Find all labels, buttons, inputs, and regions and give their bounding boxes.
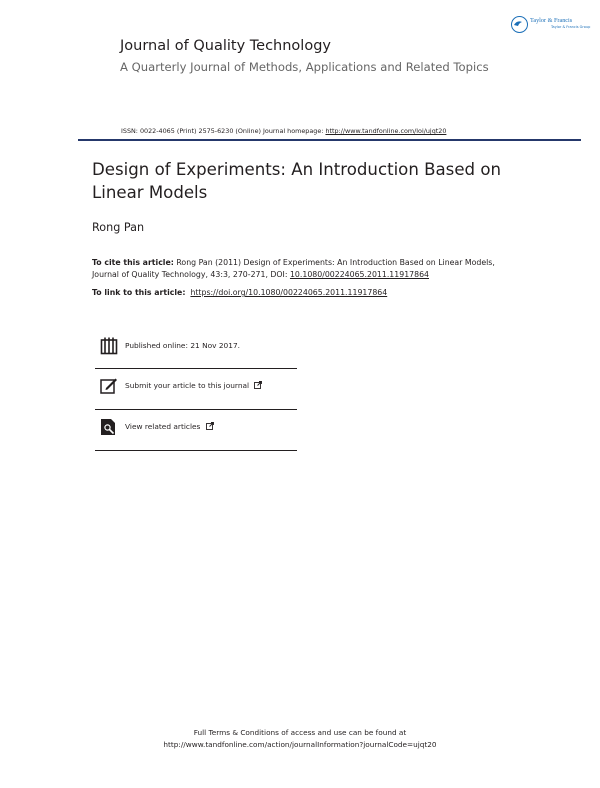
publisher-tagline: Taylor & Francis Group	[551, 25, 591, 29]
related-articles-row[interactable]	[97, 418, 297, 453]
issn-text: ISSN: 0022-4065 (Print) 2575-6230 (Online) Journal homepage:	[121, 127, 326, 135]
related-articles-label-wrap	[125, 422, 214, 431]
article-link	[92, 288, 387, 297]
external-link-icon	[206, 422, 214, 430]
publisher-logo-icon	[511, 16, 528, 33]
citation-label: To cite this article:	[92, 258, 174, 267]
external-link-icon	[254, 381, 262, 389]
calendar-icon	[100, 337, 118, 355]
citation-text: Rong Pan (2011) Design of Experiments: An Introduction Based on Linear Models, Journal of Quality Technology, 43:3, 270-271, DOI:	[92, 258, 495, 279]
link-label: To link to this article:	[92, 288, 186, 297]
doi-link[interactable]: 10.1080/00224065.2011.11917864	[289, 269, 429, 279]
issn-line	[121, 127, 446, 135]
related-articles-icon	[100, 418, 118, 436]
article-title: Design of Experiments: An Introduction Based on Linear Models	[92, 160, 502, 202]
citation	[92, 257, 512, 281]
submit-article-text: Submit your article to this journal	[125, 381, 250, 390]
action-divider	[95, 450, 297, 451]
publisher-name: Taylor & Francis	[530, 17, 573, 24]
published-online-text: Published online: 21 Nov 2017.	[125, 341, 240, 350]
publisher-logo	[511, 14, 591, 40]
journal-title: Journal of Quality Technology	[120, 38, 331, 54]
edit-icon	[100, 377, 118, 395]
related-articles-text: View related articles	[125, 422, 201, 431]
submit-article-label-wrap	[125, 381, 262, 390]
footer	[0, 727, 600, 750]
header-divider	[78, 139, 581, 141]
journal-subtitle: A Quarterly Journal of Methods, Applications and Related Topics	[120, 60, 489, 74]
footer-terms-link[interactable]: http://www.tandfonline.com/action/journalInformation?journalCode=ujqt20	[163, 739, 437, 749]
footer-terms-text: Full Terms & Conditions of access and use can be found at	[193, 728, 407, 737]
submit-article-row[interactable]	[97, 377, 297, 412]
published-online-row	[97, 337, 297, 372]
article-url-link[interactable]: https://doi.org/10.1080/00224065.2011.11917864	[190, 288, 388, 297]
article-author: Rong Pan	[92, 221, 145, 234]
journal-homepage-link[interactable]: http://www.tandfonline.com/loi/ujqt20	[325, 127, 447, 135]
action-divider	[95, 368, 297, 369]
action-divider	[95, 409, 297, 410]
